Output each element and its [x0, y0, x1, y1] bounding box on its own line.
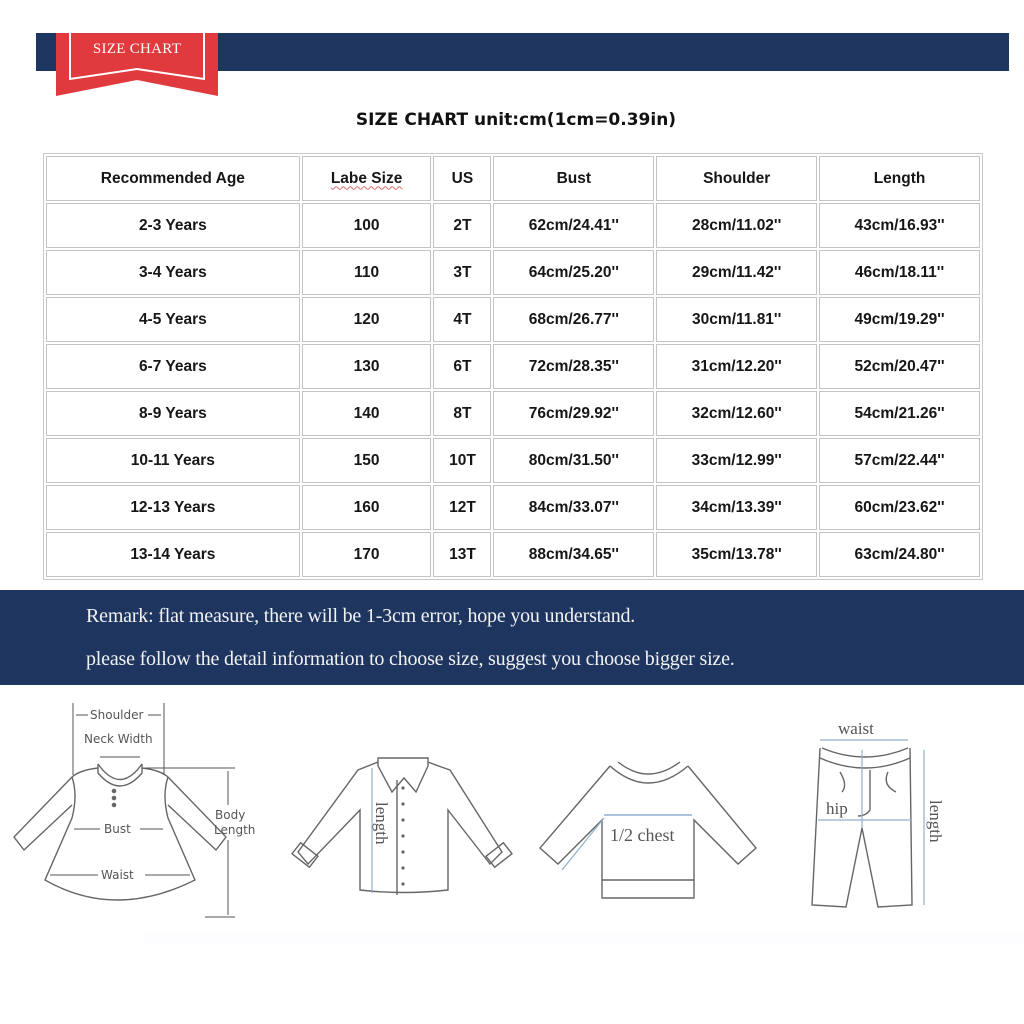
dress-measurement-diagram — [0, 695, 280, 935]
cell-label-size: 120 — [302, 297, 432, 342]
size-chart-ribbon — [56, 33, 218, 96]
pants-measurement-diagram — [790, 700, 990, 930]
cell-us: 13T — [433, 532, 491, 577]
shirt-measurement-diagram — [280, 740, 530, 930]
table-row — [46, 344, 980, 389]
col-recommended-age: Recommended Age — [46, 156, 300, 201]
dress-body-label: Body — [215, 808, 246, 822]
cell-bust: 88cm/34.65'' — [493, 532, 654, 577]
cell-bust: 68cm/26.77'' — [493, 297, 654, 342]
cell-bust: 84cm/33.07'' — [493, 485, 654, 530]
cell-bust: 80cm/31.50'' — [493, 438, 654, 483]
sweater-half-chest-label: 1/2 chest — [610, 825, 675, 845]
remark-line-2: please follow the detail information to choose size, suggest you choose bigger size. — [86, 648, 735, 670]
cell-age: 6-7 Years — [46, 344, 300, 389]
cell-us: 8T — [433, 391, 491, 436]
remark-band — [0, 590, 1024, 685]
cell-shoulder: 34cm/13.39'' — [656, 485, 817, 530]
cell-us: 10T — [433, 438, 491, 483]
pants-outline-icon — [790, 700, 990, 930]
cell-label-size: 130 — [302, 344, 432, 389]
cell-length: 63cm/24.80'' — [819, 532, 980, 577]
cell-length: 57cm/22.44'' — [819, 438, 980, 483]
ribbon-label: SIZE CHART — [92, 41, 182, 57]
col-label-size — [302, 156, 432, 201]
cell-length: 52cm/20.47'' — [819, 344, 980, 389]
size-table — [43, 153, 983, 580]
cell-shoulder: 30cm/11.81'' — [656, 297, 817, 342]
cell-bust: 72cm/28.35'' — [493, 344, 654, 389]
cell-age: 4-5 Years — [46, 297, 300, 342]
cell-shoulder: 33cm/12.99'' — [656, 438, 817, 483]
table-row — [46, 532, 980, 577]
col-us: US — [433, 156, 491, 201]
cell-age: 2-3 Years — [46, 203, 300, 248]
cell-bust: 62cm/24.41'' — [493, 203, 654, 248]
cell-us: 3T — [433, 250, 491, 295]
cell-age: 10-11 Years — [46, 438, 300, 483]
cell-label-size: 110 — [302, 250, 432, 295]
cell-label-size: 140 — [302, 391, 432, 436]
table-row — [46, 250, 980, 295]
remark-line-1: Remark: flat measure, there will be 1-3cm error, hope you understand. — [86, 605, 636, 627]
chart-title: SIZE CHART unit:cm(1cm=0.39in) — [355, 110, 677, 130]
cell-length: 54cm/21.26'' — [819, 391, 980, 436]
dress-length-label: Length — [214, 823, 256, 837]
cell-us: 12T — [433, 485, 491, 530]
cell-us: 2T — [433, 203, 491, 248]
pants-waist-label: waist — [838, 719, 874, 738]
cell-length: 43cm/16.93'' — [819, 203, 980, 248]
table-row — [46, 391, 980, 436]
col-label-size-text: Labe Size — [330, 169, 403, 187]
cell-age: 12-13 Years — [46, 485, 300, 530]
cell-label-size: 150 — [302, 438, 432, 483]
cell-bust: 76cm/29.92'' — [493, 391, 654, 436]
cell-shoulder: 35cm/13.78'' — [656, 532, 817, 577]
footer-strip — [145, 930, 1024, 944]
col-shoulder: Shoulder — [656, 156, 817, 201]
cell-shoulder: 31cm/12.20'' — [656, 344, 817, 389]
dress-outline-icon — [0, 695, 280, 935]
table-row — [46, 438, 980, 483]
cell-us: 4T — [433, 297, 491, 342]
pants-length-label: length — [926, 800, 945, 843]
col-length: Length — [819, 156, 980, 201]
cell-label-size: 170 — [302, 532, 432, 577]
cell-us: 6T — [433, 344, 491, 389]
cell-length: 49cm/19.29'' — [819, 297, 980, 342]
dress-shoulder-label: Shoulder — [90, 708, 144, 722]
cell-age: 3-4 Years — [46, 250, 300, 295]
table-header-row — [46, 156, 980, 201]
table-row — [46, 203, 980, 248]
sweater-outline-icon — [530, 740, 780, 930]
cell-age: 13-14 Years — [46, 532, 300, 577]
cell-shoulder: 32cm/12.60'' — [656, 391, 817, 436]
dress-bust-label: Bust — [104, 822, 131, 836]
cell-length: 60cm/23.62'' — [819, 485, 980, 530]
cell-label-size: 100 — [302, 203, 432, 248]
pants-hip-label: hip — [826, 799, 848, 818]
cell-bust: 64cm/25.20'' — [493, 250, 654, 295]
cell-shoulder: 29cm/11.42'' — [656, 250, 817, 295]
shirt-outline-icon — [280, 740, 530, 930]
cell-shoulder: 28cm/11.02'' — [656, 203, 817, 248]
table-row — [46, 297, 980, 342]
dress-neck-width-label: Neck Width — [84, 732, 153, 746]
col-bust: Bust — [493, 156, 654, 201]
cell-age: 8-9 Years — [46, 391, 300, 436]
sweater-measurement-diagram — [530, 740, 780, 930]
cell-label-size: 160 — [302, 485, 432, 530]
dress-waist-label: Waist — [101, 868, 134, 882]
shirt-length-label: length — [372, 802, 391, 845]
cell-length: 46cm/18.11'' — [819, 250, 980, 295]
table-row — [46, 485, 980, 530]
